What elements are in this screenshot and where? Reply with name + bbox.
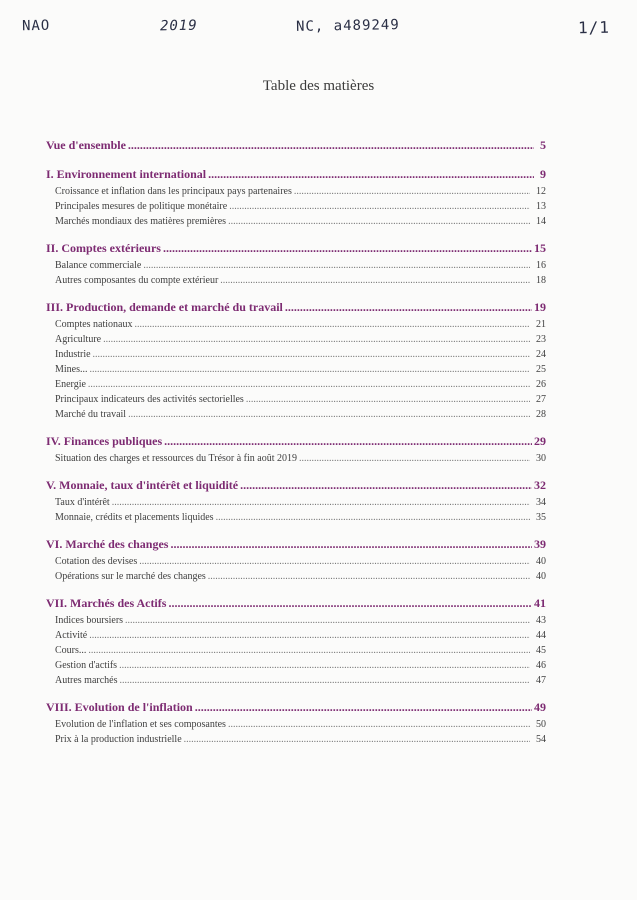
toc-subsection-title: Autres composantes du compte extérieur (55, 275, 219, 286)
toc-subsection-page-number: 40 (536, 556, 546, 567)
handwritten-page-count: 1/1 (577, 17, 611, 38)
toc-subsection-title: Taux d'intérêt (55, 497, 110, 508)
toc-subsection[interactable] (46, 556, 546, 571)
toc-section (46, 700, 546, 749)
dot-leader (163, 241, 532, 256)
toc-subsection[interactable] (46, 645, 546, 660)
dot-leader (128, 409, 530, 420)
toc-subsection[interactable] (46, 379, 546, 394)
toc-subsection-page-number: 16 (536, 260, 546, 271)
handwritten-reference: NC, a489249 (295, 17, 400, 35)
toc-subsection[interactable] (46, 334, 546, 349)
toc-subsection[interactable] (46, 497, 546, 512)
toc-subsection-page-number: 13 (536, 201, 546, 212)
dot-leader (135, 319, 531, 330)
dot-leader (285, 300, 532, 315)
dot-leader (139, 556, 530, 567)
toc-subsection-title: Principaux indicateurs des activités sectorielles (55, 394, 244, 405)
toc-subsection[interactable] (46, 364, 546, 379)
toc-subsection-title: Industrie (55, 349, 91, 360)
toc-subsection-page-number: 30 (536, 453, 546, 464)
toc-subsection-title: Cours... (55, 645, 87, 656)
toc-subsection-title: Indices boursiers (55, 615, 124, 626)
toc-subsection[interactable] (46, 275, 546, 290)
dot-leader (220, 275, 530, 286)
toc-subsection[interactable] (46, 630, 546, 645)
toc-chapter-title: III. Production, demande et marché du travail (46, 300, 283, 314)
toc-chapter[interactable] (46, 596, 546, 615)
toc-chapter[interactable] (46, 167, 546, 186)
toc-chapter[interactable] (46, 241, 546, 260)
dot-leader (89, 630, 530, 641)
dot-leader (119, 675, 530, 686)
toc-subsection[interactable] (46, 409, 546, 424)
toc-subsection-title: Prix à la production industrielle (55, 734, 182, 745)
toc-chapter-title: VI. Marché des changes (46, 537, 169, 551)
handwritten-note-nao: NAO (21, 17, 51, 35)
toc-subsection-title: Marchés mondiaux des matières premières (55, 216, 227, 227)
toc-subsection[interactable] (46, 615, 546, 630)
toc-subsection-page-number: 24 (536, 349, 546, 360)
toc-subsection-page-number: 45 (536, 645, 546, 656)
toc-chapter-page-number: 5 (540, 138, 546, 152)
toc-subsection[interactable] (46, 319, 546, 334)
toc-subsection[interactable] (46, 512, 546, 527)
toc-subsection-title: Balance commerciale (55, 260, 142, 271)
dot-leader (299, 453, 530, 464)
dot-leader (93, 349, 530, 360)
dot-leader (208, 167, 534, 182)
toc-subsection-page-number: 50 (536, 719, 546, 730)
toc-chapter-title: IV. Finances publiques (46, 434, 163, 448)
toc-subsection-page-number: 35 (536, 512, 546, 523)
dot-leader (143, 260, 530, 271)
toc-subsection-page-number: 34 (536, 497, 546, 508)
toc-subsection-page-number: 26 (536, 379, 546, 390)
dot-leader (88, 379, 530, 390)
toc-subsection-title: Autres marchés (55, 675, 118, 686)
toc-subsection-page-number: 25 (536, 364, 546, 375)
dot-leader (208, 571, 530, 582)
dot-leader (125, 615, 530, 626)
toc-subsection-page-number: 23 (536, 334, 546, 345)
toc-section (46, 537, 546, 586)
toc-subsection-page-number: 12 (536, 186, 546, 197)
toc-chapter-page-number: 9 (540, 167, 546, 181)
toc-section (46, 300, 546, 424)
toc-subsection-page-number: 46 (536, 660, 546, 671)
dot-leader (195, 700, 532, 715)
toc-subsection-title: Situation des charges et ressources du Trésor à fin août 2019 (55, 453, 297, 464)
toc-chapter-page-number: 29 (534, 434, 546, 448)
toc-subsection[interactable] (46, 453, 546, 468)
toc-chapter[interactable] (46, 478, 546, 497)
dot-leader (168, 596, 532, 611)
page-title: Table des matières (262, 78, 375, 94)
toc-subsection-title: Opérations sur le marché des changes (55, 571, 206, 582)
dot-leader (228, 719, 530, 730)
toc-chapter-title: VII. Marchés des Actifs (46, 596, 167, 610)
dot-leader (103, 334, 530, 345)
toc-section (46, 138, 546, 157)
toc-subsection-page-number: 40 (536, 571, 546, 582)
toc-chapter-title: I. Environnement international (46, 167, 207, 181)
toc-subsection-page-number: 27 (536, 394, 546, 405)
toc-subsection-page-number: 14 (536, 216, 546, 227)
dot-leader (246, 394, 530, 405)
dot-leader (216, 512, 530, 523)
toc-subsection-title: Gestion d'actifs (55, 660, 118, 671)
toc-chapter[interactable] (46, 300, 546, 319)
toc-chapter-title: VIII. Evolution de l'inflation (46, 700, 193, 714)
toc-chapter[interactable] (46, 138, 546, 157)
toc-subsection[interactable] (46, 675, 546, 690)
toc-subsection-title: Mines... (55, 364, 88, 375)
toc-subsection-title: Croissance et inflation dans les principaux pays partenaires (55, 186, 292, 197)
toc-subsection-title: Comptes nationaux (55, 319, 133, 330)
toc-subsection-page-number: 44 (536, 630, 546, 641)
dot-leader (112, 497, 530, 508)
dot-leader (240, 478, 532, 493)
dot-leader (88, 645, 530, 656)
dot-leader (90, 364, 531, 375)
toc-subsection-title: Agriculture (55, 334, 102, 345)
toc-chapter-page-number: 49 (534, 700, 546, 714)
toc-subsection-title: Monnaie, crédits et placements liquides (55, 512, 214, 523)
dot-leader (164, 434, 532, 449)
dot-leader (294, 186, 530, 197)
toc-subsection-title: Marché du travail (55, 409, 127, 420)
toc-chapter[interactable] (46, 434, 546, 453)
toc-chapter-page-number: 41 (534, 596, 546, 610)
toc-subsection-title: Energie (55, 379, 86, 390)
toc-chapter-page-number: 39 (534, 537, 546, 551)
toc-section (46, 478, 546, 527)
toc-subsection[interactable] (46, 660, 546, 675)
toc-subsection-page-number: 18 (536, 275, 546, 286)
toc-subsection[interactable] (46, 260, 546, 275)
toc-chapter[interactable] (46, 700, 546, 719)
toc-chapter-title: II. Comptes extérieurs (46, 241, 161, 255)
toc-subsection-page-number: 21 (536, 319, 546, 330)
toc-section (46, 434, 546, 468)
toc-subsection-page-number: 47 (536, 675, 546, 686)
toc-subsection[interactable] (46, 734, 546, 749)
toc-subsection-page-number: 54 (536, 734, 546, 745)
dot-leader (128, 138, 534, 153)
toc-section (46, 241, 546, 290)
toc-chapter[interactable] (46, 537, 546, 556)
table-of-contents (46, 138, 546, 759)
dot-leader (184, 734, 530, 745)
toc-chapter-page-number: 19 (534, 300, 546, 314)
toc-subsection[interactable] (46, 216, 546, 231)
toc-subsection[interactable] (46, 571, 546, 586)
toc-subsection[interactable] (46, 719, 546, 734)
dot-leader (119, 660, 530, 671)
dot-leader (170, 537, 532, 552)
toc-section (46, 596, 546, 690)
toc-subsection-page-number: 28 (536, 409, 546, 420)
toc-section (46, 167, 546, 231)
toc-subsection-title: Evolution de l'inflation et ses composantes (55, 719, 226, 730)
toc-subsection[interactable] (46, 349, 546, 364)
handwritten-year: 2019 (159, 17, 198, 35)
toc-chapter-title: Vue d'ensemble (46, 138, 126, 152)
toc-subsection-title: Cotation des devises (55, 556, 138, 567)
toc-subsection-title: Activité (55, 630, 88, 641)
toc-subsection[interactable] (46, 201, 546, 216)
dot-leader (229, 201, 530, 212)
toc-chapter-page-number: 32 (534, 478, 546, 492)
toc-chapter-title: V. Monnaie, taux d'intérêt et liquidité (46, 478, 239, 492)
dot-leader (228, 216, 530, 227)
toc-chapter-page-number: 15 (534, 241, 546, 255)
toc-subsection-title: Principales mesures de politique monétaire (55, 201, 228, 212)
toc-subsection[interactable] (46, 394, 546, 409)
toc-subsection[interactable] (46, 186, 546, 201)
toc-subsection-page-number: 43 (536, 615, 546, 626)
